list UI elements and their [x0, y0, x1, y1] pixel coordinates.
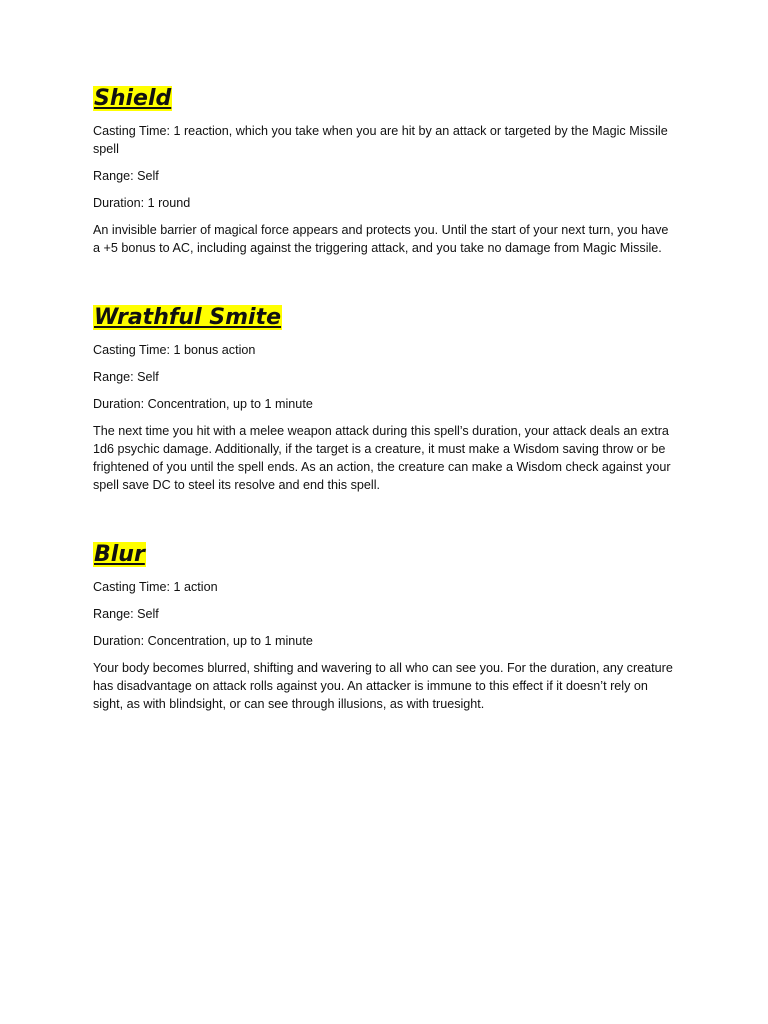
spell-range: Range: Self — [93, 370, 159, 384]
spell-section-wrathful-smite — [93, 305, 673, 494]
spell-casting-time: Casting Time: 1 bonus action — [93, 343, 256, 357]
spell-title — [93, 305, 673, 331]
spell-description: An invisible barrier of magical force appears and protects you. Until the start of your next turn, you have a +5 bonus to AC, including against the triggering attack, and you take no damage from Magic Missile. — [93, 223, 669, 255]
spell-description: The next time you hit with a melee weapon attack during this spell’s duration, your attack deals an extra 1d6 psychic damage. Additionally, if the target is a creature, it must make a Wisdom saving throw or be frightened of you until the spell ends. As an action, the creature can make a Wisdom check against your spell save DC to steel its resolve and end this spell. — [93, 424, 671, 492]
spell-range: Range: Self — [93, 169, 159, 183]
spell-section-blur — [93, 542, 673, 713]
spell-title-text: Wrathful Smite — [94, 305, 282, 330]
spell-casting-time: Casting Time: 1 action — [93, 580, 218, 594]
spell-range: Range: Self — [93, 607, 159, 621]
document-page — [93, 86, 673, 713]
spell-duration: Duration: Concentration, up to 1 minute — [93, 397, 313, 411]
spell-title-text: Shield — [94, 86, 172, 111]
spell-section-shield — [93, 86, 673, 257]
spell-title — [93, 542, 673, 568]
spell-description: Your body becomes blurred, shifting and wavering to all who can see you. For the duration, any creature has disadvantage on attack rolls against you. An attacker is immune to this effect if it doesn’t rely on sight, as with blindsight, or can see through illusions, as with truesight. — [93, 661, 673, 711]
spell-title-text: Blur — [94, 542, 145, 567]
spell-title — [93, 86, 673, 112]
spell-duration: Duration: Concentration, up to 1 minute — [93, 634, 313, 648]
spell-duration: Duration: 1 round — [93, 196, 191, 210]
spell-casting-time: Casting Time: 1 reaction, which you take when you are hit by an attack or targeted by the Magic Missile spell — [93, 124, 668, 156]
